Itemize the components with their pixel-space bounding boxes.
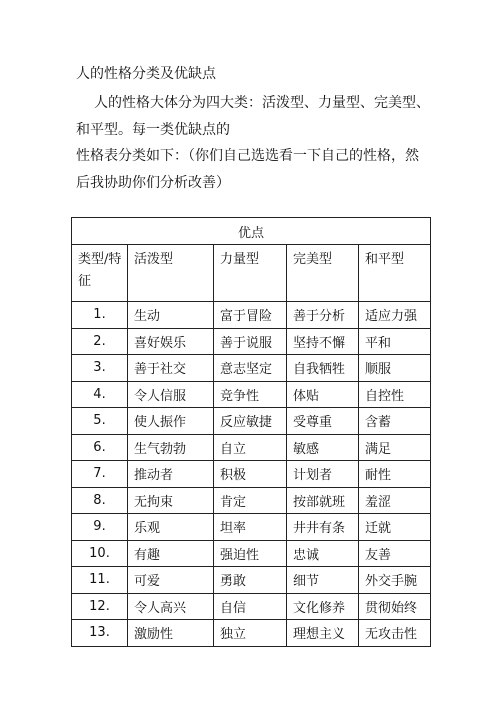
document-title: 人的性格分类及优缺点 xyxy=(76,66,216,82)
table-cell: 坚持不懈 xyxy=(287,328,359,355)
table-cell: 含蓄 xyxy=(359,408,431,435)
table-row xyxy=(72,540,431,567)
table-cell: 理想主义 xyxy=(287,620,359,647)
table-row xyxy=(72,434,431,461)
header-phlegmatic: 和平型 xyxy=(359,245,431,302)
table-cell: 使人振作 xyxy=(128,408,214,435)
intro-paragraph xyxy=(76,90,436,196)
table-cell: 自控性 xyxy=(359,381,431,408)
row-number: 5. xyxy=(72,408,128,435)
table-cell: 羞涩 xyxy=(359,487,431,514)
table-cell: 积极 xyxy=(214,461,287,488)
row-number: 9. xyxy=(72,514,128,541)
table-body xyxy=(72,302,431,647)
table-cell: 生动 xyxy=(128,302,214,329)
intro-line: 后我协助你们分析改善） xyxy=(76,174,230,191)
table-cell: 反应敏捷 xyxy=(214,408,287,435)
table-row xyxy=(72,567,431,594)
table-cell: 平和 xyxy=(359,328,431,355)
intro-line: 人的性格大体分为四大类：活泼型、力量型、完美型、 xyxy=(94,95,430,111)
row-number: 1. xyxy=(72,302,128,329)
table-cell: 细节 xyxy=(287,567,359,594)
table-cell: 耐性 xyxy=(359,461,431,488)
row-number: 7. xyxy=(72,461,128,488)
table-header-row xyxy=(72,245,431,302)
table-row xyxy=(72,620,431,647)
table-cell: 忠诚 xyxy=(287,540,359,567)
table-cell: 无拘束 xyxy=(128,487,214,514)
table-cell: 乐观 xyxy=(128,514,214,541)
table-cell: 受尊重 xyxy=(287,408,359,435)
table-row xyxy=(72,355,431,382)
table-cell: 自立 xyxy=(214,434,287,461)
table-cell: 坦率 xyxy=(214,514,287,541)
row-number: 8. xyxy=(72,487,128,514)
table-cell: 生气勃勃 xyxy=(128,434,214,461)
table-cell: 勇敢 xyxy=(214,567,287,594)
table-row xyxy=(72,461,431,488)
table-cell: 自信 xyxy=(214,593,287,620)
header-type: 类型/特征 xyxy=(72,245,128,302)
table-cell: 迁就 xyxy=(359,514,431,541)
table-cell: 可爱 xyxy=(128,567,214,594)
header-sanguine: 活泼型 xyxy=(128,245,214,302)
table-cell: 强迫性 xyxy=(214,540,287,567)
row-number: 13. xyxy=(72,620,128,647)
intro-line: 性格表分类如下：（你们自己选选看一下自己的性格，然 xyxy=(76,148,419,164)
table-row xyxy=(72,302,431,329)
table-row xyxy=(72,328,431,355)
table-cell: 竞争性 xyxy=(214,381,287,408)
table-cell: 独立 xyxy=(214,620,287,647)
table-cell: 体贴 xyxy=(287,381,359,408)
table-cell: 文化修养 xyxy=(287,593,359,620)
table-cell: 满足 xyxy=(359,434,431,461)
table-caption-row xyxy=(72,218,431,245)
table-cell: 计划者 xyxy=(287,461,359,488)
table-cell: 外交手腕 xyxy=(359,567,431,594)
table-cell: 富于冒险 xyxy=(214,302,287,329)
table-cell: 肯定 xyxy=(214,487,287,514)
table-cell: 敏感 xyxy=(287,434,359,461)
table-cell: 令人信服 xyxy=(128,381,214,408)
table-cell: 令人高兴 xyxy=(128,593,214,620)
intro-line: 和平型。每一类优缺点的 xyxy=(76,121,230,138)
table-cell: 推动者 xyxy=(128,461,214,488)
table-row xyxy=(72,381,431,408)
row-number: 12. xyxy=(72,593,128,620)
table-cell: 贯彻始终 xyxy=(359,593,431,620)
strengths-table xyxy=(71,217,431,647)
table-cell: 按部就班 xyxy=(287,487,359,514)
table-row xyxy=(72,408,431,435)
row-number: 6. xyxy=(72,434,128,461)
row-number: 3. xyxy=(72,355,128,382)
row-number: 4. xyxy=(72,381,128,408)
table-cell: 友善 xyxy=(359,540,431,567)
table-cell: 无攻击性 xyxy=(359,620,431,647)
header-choleric: 力量型 xyxy=(214,245,287,302)
table-row xyxy=(72,487,431,514)
table-cell: 意志坚定 xyxy=(214,355,287,382)
row-number: 2. xyxy=(72,328,128,355)
table-row xyxy=(72,514,431,541)
table-cell: 善于社交 xyxy=(128,355,214,382)
table-cell: 顺服 xyxy=(359,355,431,382)
row-number: 10. xyxy=(72,540,128,567)
table-cell: 激励性 xyxy=(128,620,214,647)
table-cell: 井井有条 xyxy=(287,514,359,541)
table-cell: 自我牺牲 xyxy=(287,355,359,382)
row-number: 11. xyxy=(72,567,128,594)
table-cell: 适应力强 xyxy=(359,302,431,329)
table-cell: 善于说服 xyxy=(214,328,287,355)
table-row xyxy=(72,593,431,620)
table-caption: 优点 xyxy=(72,218,431,245)
header-melancholic: 完美型 xyxy=(287,245,359,302)
table-cell: 善于分析 xyxy=(287,302,359,329)
table-cell: 有趣 xyxy=(128,540,214,567)
table-cell: 喜好娱乐 xyxy=(128,328,214,355)
